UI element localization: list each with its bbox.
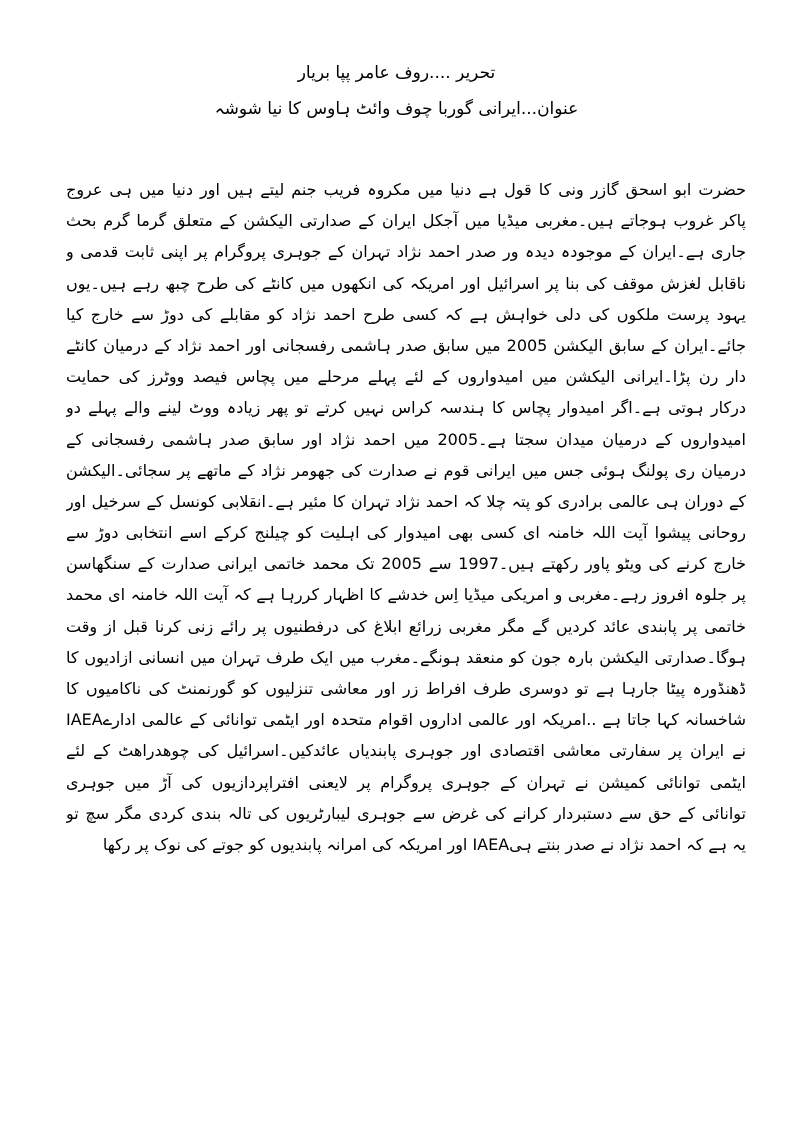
body-line: یہ ہے کہ احمد نژاد نے صدر بنتے ہیIAEA اور امریکہ کی امرانہ پابندیوں کو جوتے کی نوک پر رکھا bbox=[102, 834, 746, 854]
body-line: دار رن پڑا۔ایرانی الیکشن میں امیدواروں کے لئے پہلے مرحلے میں پچاس فیصد ووٹرز کی حمایت bbox=[66, 367, 746, 387]
body-line: حضرت ابو اسحق گازر ونی کا قول ہے دنیا میں مکروہ فریب جنم لیتے ہیں اور دنیا میں ہی عروج bbox=[66, 180, 746, 199]
body-line: ہوگا۔صدارتی الیکشن بارہ جون کو منعقد ہونگے۔مغرب میں ایک طرف تہران میں انسانی ازادیوں کا bbox=[66, 647, 746, 667]
body-line: توانائی کے حق سے دستبردار کرانے کی غرض سے جوہری لیبارٹریوں کی تالہ بندی کردی مگر سچ تو bbox=[66, 803, 746, 823]
body-line: یہود پرست ملکوں کی دلی خواہش ہے کہ کسی طرح احمد نژاد کو مقابلے کی دوڑ سے خارج کیا bbox=[66, 304, 746, 324]
body-line: ناقابل لغزش موقف کی بنا پر اسرائیل اور امریکہ کی انکھوں میں کانٹے کی طرح چبھ رہے ہیں۔یوں bbox=[66, 273, 746, 293]
body-line: جائے۔ایران کے سابق الیکشن 2005 میں سابق صدر ہاشمی رفسجانی اور احمد نژاد کے درمیان کانٹے bbox=[66, 335, 746, 355]
body-line: خاتمی پر پابندی عائد کردیں گے مگر مغربی زرائع ابلاغ کی درفطنیوں پر رائے زنی کرنا قبل از وقت bbox=[66, 616, 746, 636]
body-line: ایٹمی توانائی کمیشن نے تہران کے جوہری پروگرام پر لایعنی افتراپردازیوں کی آڑ میں جوہری bbox=[66, 772, 746, 792]
body-line: خارج کرنے کی ویٹو پاور رکھتے ہیں۔1997 سے 2005 تک محمد خاتمی ایرانی صدارت کے سنگھاسن bbox=[66, 554, 746, 574]
body-line: جاری ہے۔ایران کے موجودہ دیدہ ور صدر احمد نژاد تہران کے جوہری پروگرام پر اپنی ثابت قدمی و bbox=[66, 242, 746, 262]
body-line: ڈھنڈورہ پیٹا جارہا ہے تو دوسری طرف افراط زر اور معاشی تنزلیوں کو گورنمنٹ کی ناکامیوں کا bbox=[66, 679, 746, 698]
body-line: پاکر غروب ہوجاتے ہیں۔مغربی میڈیا میں آجکل ایران کے صدارتی الیکشن کے متعلق گرما گرم بحث bbox=[66, 211, 746, 231]
body-line: پر جلوہ افروز رہے۔مغربی و امریکی میڈیا اِس خدشے کا اظہار کررہا ہے کہ آیت اللہ خامنہ ای محمد bbox=[66, 585, 746, 605]
body-line: امیدواروں کے درمیان میدان سجتا ہے۔2005 میں احمد نژاد اور سابق صدر ہاشمی رفسجانی کے bbox=[66, 429, 746, 449]
body-line: روحانی پیشوا آیت اللہ خامنہ ای کسی بھی امیدوار کی اہلیت کو چیلنج کرکے اسے انتخابی دوڑ سے bbox=[66, 523, 746, 543]
body-line: درمیان ری پولنگ ہوئی جس میں ایرانی قوم نے صدارت کی جھومر نژاد کے ماتھے پر سجائی۔الیکشن bbox=[66, 460, 746, 480]
body-line: شاخسانہ کہا جاتا ہے ..امریکہ اور عالمی اداروں اقوام متحدہ اور ایٹمی توانائی کے عالمی ادارےIAEA bbox=[66, 710, 746, 730]
body-line: کے دوران ہی عالمی برادری کو پتہ چلا کہ احمد نژاد تہران کا مئیر ہے۔انقلابی کونسل کے سرخیل اور bbox=[66, 491, 746, 511]
author-byline: تحریر ....روف عامر پپا بریار bbox=[297, 63, 496, 83]
article-body bbox=[66, 174, 746, 860]
body-line: نے ایران پر سفارتی معاشی اقتصادی اور جوہری پابندیاں عائدکیں۔اسرائیل کی چوھدراھٹ کے لئے bbox=[66, 741, 746, 761]
article-title: عنوان...ایرانی گوربا چوف وائٹ ہاوس کا نیا شوشہ bbox=[214, 99, 579, 119]
body-line: درکار ہوتی ہے۔اگر امیدوار پچاس کا ہندسہ کراس نہیں کرتے تو پھر زیادہ ووٹ لینے والے پہلے دو bbox=[66, 398, 746, 418]
